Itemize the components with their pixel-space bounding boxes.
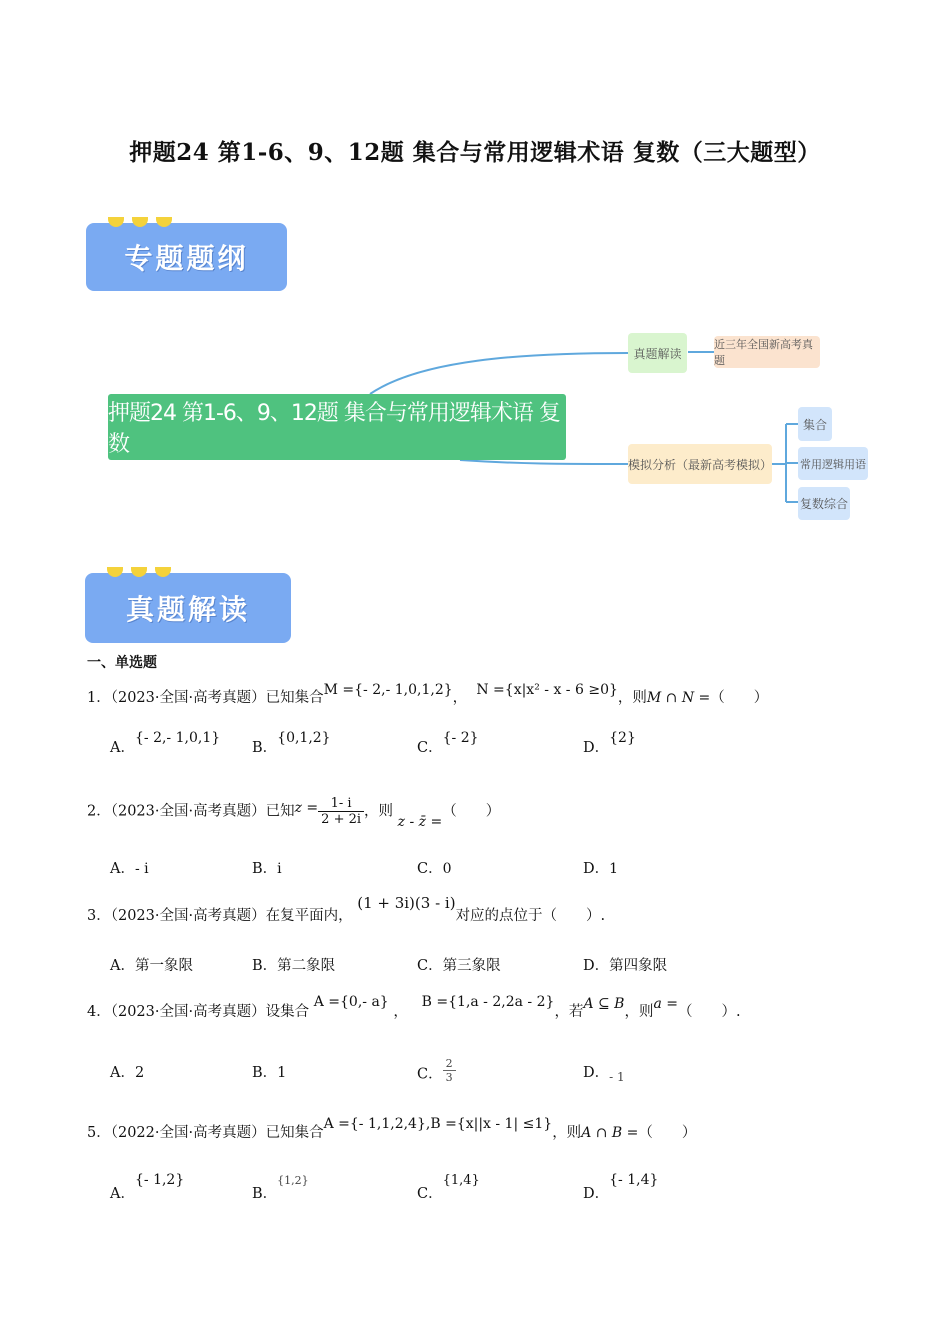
fraction (443, 1057, 456, 1084)
option-label: C． (417, 861, 443, 877)
option-label: C． (417, 1186, 443, 1202)
question-stem: ， (452, 690, 468, 706)
fraction-numerator: 2 (443, 1057, 456, 1071)
math-expr: A ⊆ B (583, 996, 625, 1012)
question-source: （2023·全国·高考真题） (110, 690, 266, 706)
option-c[interactable] (417, 1057, 456, 1088)
fraction-denominator: 3 (445, 1071, 453, 1084)
option-a[interactable] (110, 954, 193, 975)
option-label: C． (417, 958, 443, 974)
math-expr: A ∩ B = (581, 1125, 639, 1141)
option-d[interactable] (583, 954, 667, 975)
option-label: B． (252, 1065, 278, 1081)
fraction (318, 796, 364, 827)
math-expr: M ={- 2,- 1,0,1,2} (323, 682, 453, 698)
option-text: 第一象限 (134, 958, 193, 974)
math-expr: a = (653, 996, 678, 1012)
question-source: （2023·全国·高考真题） (110, 1004, 266, 1020)
option-c[interactable] (417, 857, 452, 878)
mindmap-leaf-recent-exams: 近三年全国新高考真题 (714, 336, 820, 368)
option-label: A． (110, 958, 135, 974)
question-2 (87, 796, 501, 830)
answer-paren: （ ） (638, 1125, 697, 1141)
option-text: {- 1,4} (609, 1172, 659, 1188)
option-label: D． (583, 958, 610, 974)
option-text: {1,2} (277, 1174, 309, 1187)
option-text: {- 2} (442, 730, 479, 746)
option-label: B． (252, 1186, 278, 1202)
math-expr: A ={- 1,1,2,4},B ={x||x - 1| ≤1} (323, 1116, 553, 1132)
answer-paren: （ ）. (678, 1004, 741, 1020)
option-a[interactable] (110, 730, 221, 757)
option-label: B． (252, 958, 278, 974)
question-stem: 在复平面内， (265, 908, 353, 924)
question-stem: ，若 (554, 1004, 584, 1020)
option-b[interactable] (252, 857, 282, 878)
question-5 (87, 1116, 697, 1142)
option-a[interactable] (110, 1172, 185, 1203)
question-stem: ，则 (364, 803, 394, 820)
option-text: - 1 (609, 1070, 625, 1084)
option-d[interactable] (583, 1061, 625, 1082)
mindmap-leaf-complex: 复数综合 (798, 487, 850, 520)
option-label: A． (110, 1186, 135, 1202)
question-stem: 已知集合 (265, 1125, 324, 1141)
option-label: C． (417, 740, 443, 756)
option-d[interactable] (583, 1172, 659, 1203)
option-c[interactable] (417, 954, 501, 975)
question-stem: 已知集合 (265, 690, 324, 706)
option-label: B． (252, 861, 278, 877)
question-stem: 对应的点位于（ ）. (455, 908, 606, 924)
option-c[interactable] (417, 730, 479, 757)
question-stem: ，则 (552, 1125, 582, 1141)
mindmap-branch-simulation: 模拟分析（最新高考模拟） (628, 444, 772, 484)
option-label: C． (417, 1066, 443, 1083)
question-number: 1． (87, 690, 111, 706)
question-number: 3． (87, 908, 111, 924)
option-text: 第二象限 (277, 958, 336, 974)
option-text: i (277, 861, 282, 877)
math-expr: N ={x|x² - x - 6 ≥0} (476, 682, 618, 698)
option-b[interactable] (252, 954, 335, 975)
option-c[interactable] (417, 1173, 480, 1203)
option-text: {1,4} (442, 1173, 480, 1188)
option-label: A． (110, 740, 135, 756)
banner-label: 专题题纲 (124, 242, 249, 275)
option-text: {- 2,- 1,0,1} (134, 730, 221, 746)
math-expr: M ∩ N = (646, 690, 711, 706)
option-text: - i (134, 861, 149, 877)
option-text: 第三象限 (442, 958, 501, 974)
option-a[interactable] (110, 857, 149, 878)
question-4 (87, 994, 741, 1021)
banner-dots (107, 567, 171, 577)
mindmap-branch-real-exams: 真题解读 (628, 333, 687, 373)
option-label: D． (583, 1186, 610, 1202)
question-source: （2022·全国·高考真题） (110, 1125, 266, 1141)
section-heading: 一、单选题 (87, 655, 157, 671)
mindmap-leaf-sets: 集合 (798, 407, 832, 441)
math-expr: B ={1,a - 2,2a - 2} (421, 994, 555, 1010)
banner-label: 真题解读 (125, 593, 250, 626)
option-b[interactable] (252, 730, 331, 757)
question-stem: 设集合 (265, 1004, 310, 1020)
option-b[interactable] (252, 1061, 286, 1082)
question-stem: ， (393, 1004, 408, 1020)
option-a[interactable] (110, 1061, 144, 1082)
option-label: A． (110, 1065, 135, 1081)
fraction-numerator: 1- i (318, 796, 364, 812)
math-expr: z - z̄ = (397, 813, 443, 830)
question-number: 5． (87, 1125, 111, 1141)
answer-paren: （ ） (710, 690, 769, 706)
option-label: D． (583, 740, 610, 756)
question-source: （2023·全国·高考真题） (110, 803, 266, 820)
option-text: 2 (134, 1065, 145, 1081)
option-text: {0,1,2} (277, 730, 331, 746)
option-text: 1 (609, 861, 619, 877)
option-d[interactable] (583, 730, 636, 757)
question-number: 4． (87, 1004, 111, 1020)
option-label: A． (110, 861, 135, 877)
option-text: 第四象限 (609, 958, 668, 974)
fraction-denominator: 2 + 2i (321, 812, 362, 827)
mindmap-leaf-logic: 常用逻辑用语 (798, 447, 868, 480)
question-number: 2． (87, 803, 111, 820)
answer-paren: （ ） (442, 803, 501, 820)
option-text: 0 (442, 861, 452, 877)
question-stem: ，则 (617, 690, 647, 706)
option-d[interactable] (583, 857, 618, 878)
question-3 (87, 894, 606, 925)
option-label: B． (252, 740, 278, 756)
mindmap-root: 押题24 第1-6、9、12题 集合与常用逻辑术语 复数 (108, 394, 566, 460)
math-expr: z = (294, 799, 319, 816)
option-b[interactable] (252, 1174, 309, 1203)
question-stem: ，则 (624, 1004, 654, 1020)
question-source: （2023·全国·高考真题） (110, 908, 266, 924)
question-stem: 已知 (265, 803, 295, 820)
option-text: 1 (277, 1065, 287, 1081)
option-label: D． (583, 861, 610, 877)
math-expr: (1 + 3i)(3 - i) (357, 894, 456, 912)
option-text: {2} (609, 730, 636, 746)
option-label: D． (583, 1065, 610, 1081)
math-expr: A ={0,- a} (313, 994, 389, 1010)
question-1 (87, 682, 769, 707)
option-text: {- 1,2} (134, 1172, 185, 1188)
section-banner-real-exams (85, 573, 291, 643)
page-title: 押题24 第1-6、9、12题 集合与常用逻辑术语 复数（三大题型） (129, 139, 821, 166)
